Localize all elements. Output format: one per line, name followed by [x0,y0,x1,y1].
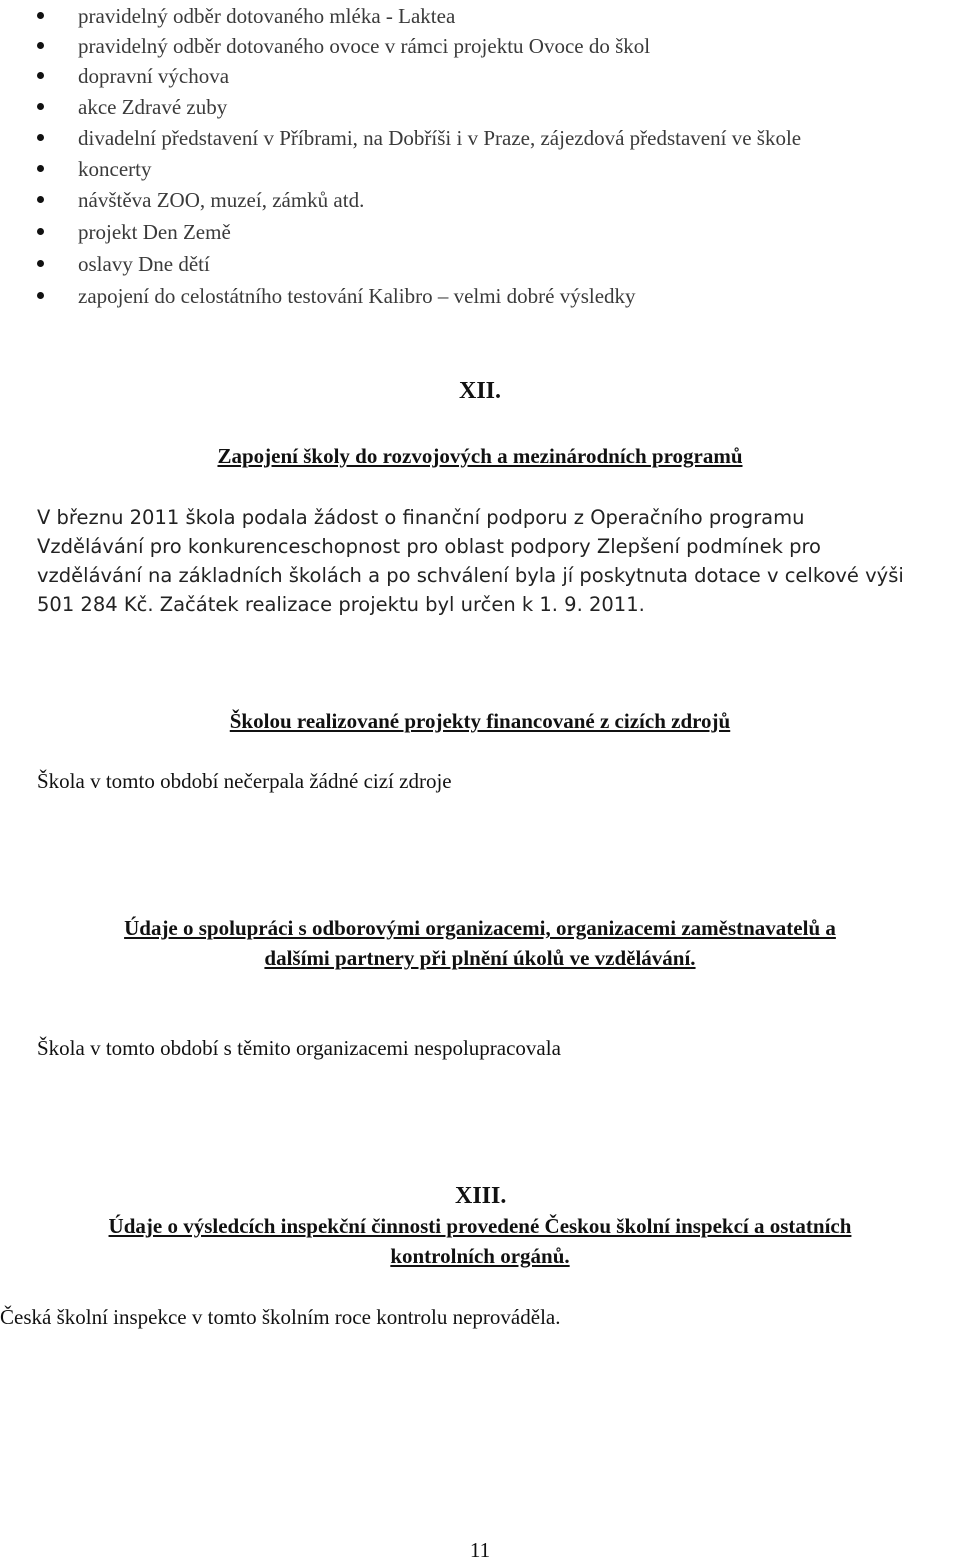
list-item-text: pravidelný odběr dotovaného mléka - Laktea [78,4,456,28]
list-item [0,186,960,216]
paragraph-line: Vzdělávání pro konkurenceschopnost pro oblast podpory Zlepšení podmínek pro [37,535,821,558]
bullet-icon [37,260,44,267]
list-item [0,218,960,248]
bullet-icon [37,228,44,235]
bullet-icon [37,103,44,110]
page-number: 11 [469,1538,491,1562]
section-heading: Zapojení školy do rozvojových a mezinárodních programů [217,444,743,468]
list-item [0,155,960,185]
bullet-icon [37,196,44,203]
list-item-text: divadelní představení v Příbrami, na Dobříši i v Praze, zájezdová představení ve škole [78,126,802,150]
list-item [0,124,960,154]
bullet-icon [37,165,44,172]
paragraph-line: vzdělávání na základních školách a po schválení byla jí poskytnuta dotace v celkové výši [37,564,904,587]
bullet-icon [37,72,44,79]
list-item-text: zapojení do celostátního testování Kalibro – velmi dobré výsledky [78,284,636,308]
section-heading: kontrolních orgánů. [390,1244,570,1268]
list-item-text: koncerty [78,157,152,181]
paragraph-line: 501 284 Kč. Začátek realizace projektu byl určen k 1. 9. 2011. [37,593,645,616]
list-item-text: návštěva ZOO, muzeí, zámků atd. [78,188,365,212]
list-item-text: pravidelný odběr dotovaného ovoce v rámci projektu Ovoce do škol [78,34,651,58]
list-item-text: dopravní výchova [78,64,230,88]
bullet-icon [37,292,44,299]
section-heading: Údaje o výsledcích inspekční činnosti provedené Českou školní inspekcí a ostatních [108,1214,852,1238]
list-item [0,282,960,312]
section-heading: dalšími partnery při plnění úkolů ve vzdělávání. [264,946,696,970]
bullet-icon [37,12,44,19]
section-heading: Údaje o spolupráci s odborovými organizacemi, organizacemi zaměstnavatelů a [124,916,836,940]
section-number: XII. [459,378,502,404]
section-text: Škola v tomto období nečerpala žádné cizí zdroje [37,769,452,793]
list-item-text: oslavy Dne dětí [78,252,210,276]
bullet-icon [37,42,44,49]
bullet-icon [37,134,44,141]
list-item [0,250,960,280]
paragraph-line: V březnu 2011 škola podala žádost o finanční podporu z Operačního programu [37,506,805,529]
list-item-text: akce Zdravé zuby [78,95,228,119]
list-item [0,62,960,92]
list-item [0,2,960,32]
list-item-text: projekt Den Země [78,220,231,244]
list-item [0,93,960,123]
section-number: XIII. [455,1183,507,1209]
section-paragraph [37,503,904,619]
list-item [0,32,960,62]
section-heading: Školou realizované projekty financované z cizích zdrojů [229,709,731,733]
section-text: Česká školní inspekce v tomto školním roce kontrolu neprováděla. [0,1305,561,1329]
section-text: Škola v tomto období s těmito organizacemi nespolupracovala [37,1036,561,1060]
